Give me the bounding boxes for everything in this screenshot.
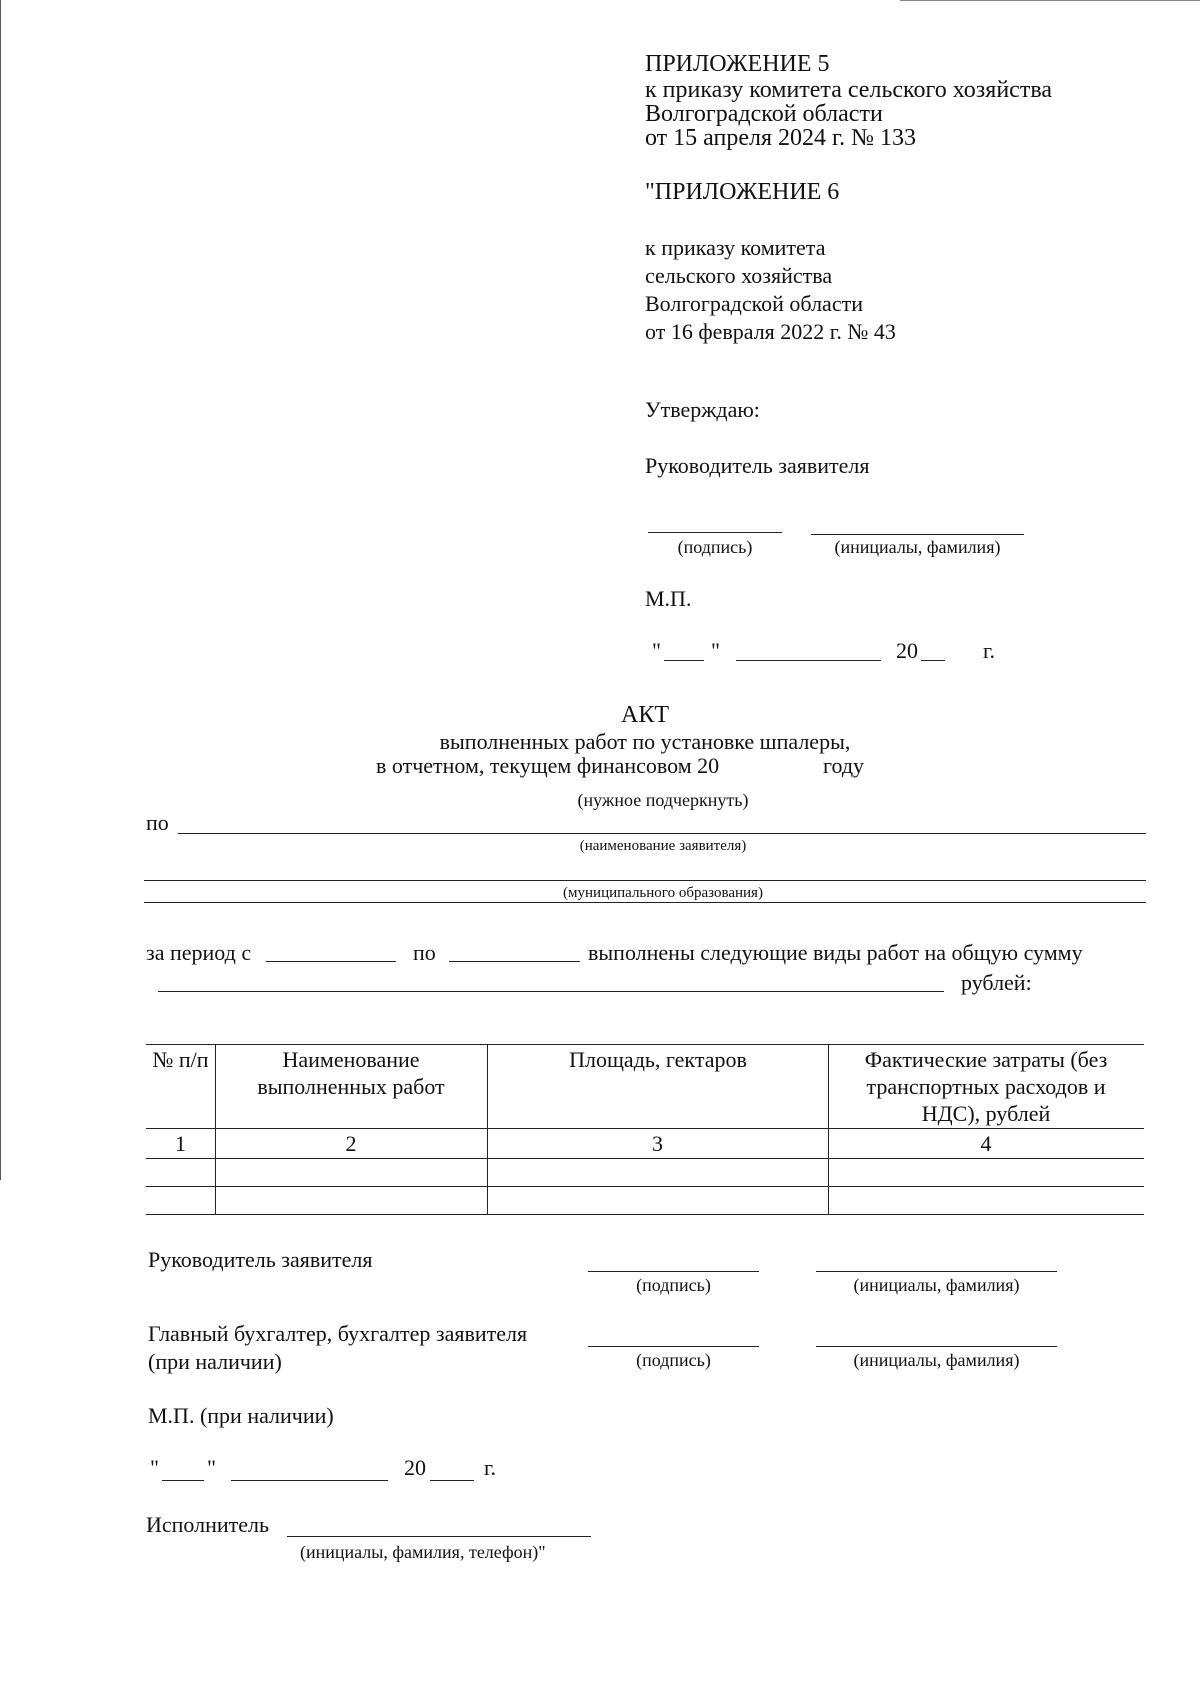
- appendix-order-line: к приказу комитета сельского хозяйства: [645, 77, 1052, 103]
- sign-accountant-label: Главный бухгалтер, бухгалтер заявителя: [148, 1321, 528, 1346]
- period-currency: рублей:: [961, 970, 1032, 995]
- period-sum-line: [158, 991, 944, 992]
- sign-head-signature-line: [588, 1271, 759, 1272]
- sign-day-line: [162, 1480, 204, 1481]
- appendix-region-line: Волгоградской области: [645, 101, 883, 127]
- municipality-caption: (муниципального образования): [563, 885, 763, 901]
- sign-accountant-note: (при наличии): [148, 1349, 282, 1374]
- sign-year-suffix: г.: [484, 1455, 497, 1480]
- approval-head-label: Руководитель заявителя: [645, 453, 870, 478]
- table-border-header-bottom: [146, 1128, 1144, 1129]
- applicant-name-line: [178, 833, 1146, 834]
- quoted-date-line: от 16 февраля 2022 г. № 43: [645, 319, 896, 344]
- executor-caption: (инициалы, фамилия, телефон)": [300, 1542, 546, 1562]
- sign-date-quote-open: ": [150, 1455, 159, 1480]
- sign-head-initials-line: [816, 1271, 1057, 1272]
- period-to-label: по: [413, 940, 436, 965]
- approval-stamp-label: М.П.: [645, 586, 692, 611]
- sign-head-signature-caption: (подпись): [636, 1275, 711, 1295]
- scan-edge-left: [0, 0, 1, 1180]
- approval-day-line: [664, 660, 704, 661]
- applicant-name-caption: (наименование заявителя): [579, 838, 747, 854]
- approval-date-quote-open: ": [652, 638, 661, 663]
- approval-initials-line: [811, 534, 1024, 535]
- approval-year-suffix: г.: [983, 638, 996, 663]
- act-subtitle-year-word: году: [823, 753, 865, 778]
- approval-month-line: [736, 660, 881, 661]
- sign-accountant-initials-line: [816, 1346, 1057, 1347]
- table-col-divider-2: [487, 1044, 488, 1214]
- scan-edge-top: [900, 0, 1200, 1]
- table-number-4: 4: [980, 1131, 992, 1156]
- table-border-row1: [146, 1158, 1144, 1159]
- executor-line: [287, 1536, 591, 1537]
- table-border-row2: [146, 1186, 1144, 1187]
- act-subtitle-line1: выполненных работ по установке шпалеры,: [439, 729, 851, 754]
- table-header-number: № п/п: [152, 1047, 209, 1072]
- approval-date-quote-close: ": [711, 638, 720, 663]
- approval-signature-line: [648, 532, 782, 533]
- quoted-region-line: Волгоградской области: [645, 291, 863, 316]
- act-note: (нужное подчеркнуть): [577, 790, 749, 810]
- approve-label: Утверждаю:: [645, 397, 760, 422]
- sign-year-prefix: 20: [404, 1455, 426, 1480]
- act-subtitle-line2: в отчетном, текущем финансовом 20: [376, 753, 720, 778]
- period-from-line: [266, 961, 396, 962]
- sign-date-quote-close: ": [207, 1455, 216, 1480]
- table-border-top: [146, 1044, 1144, 1045]
- period-from-label: за период с: [146, 940, 252, 965]
- sign-accountant-signature-line: [588, 1346, 759, 1347]
- sign-stamp-label: М.П. (при наличии): [148, 1403, 334, 1428]
- sign-year-line: [430, 1480, 474, 1481]
- approval-initials-caption: (инициалы, фамилия): [834, 537, 1001, 557]
- quoted-agriculture-line: сельского хозяйства: [645, 263, 833, 288]
- quoted-order-line: к приказу комитета: [645, 235, 826, 260]
- approval-signature-caption: (подпись): [677, 537, 753, 557]
- sign-month-line: [231, 1480, 388, 1481]
- approval-year-line: [921, 660, 945, 661]
- table-col-divider-3: [828, 1044, 829, 1214]
- period-text: выполнены следующие виды работ на общую сумму: [588, 940, 1083, 965]
- quoted-appendix-title: "ПРИЛОЖЕНИЕ 6: [645, 179, 840, 205]
- sign-head-label: Руководитель заявителя: [148, 1247, 373, 1272]
- sign-head-initials-caption: (инициалы, фамилия): [853, 1275, 1020, 1295]
- approval-year-prefix: 20: [896, 638, 918, 663]
- table-border-bottom: [146, 1214, 1144, 1215]
- table-col-divider-1: [215, 1044, 216, 1214]
- sign-accountant-signature-caption: (подпись): [636, 1350, 711, 1370]
- period-to-line: [449, 961, 580, 962]
- table-number-2: 2: [345, 1131, 357, 1156]
- table-header-costs: Фактические затраты (без транспортных расходов и НДС), рублей: [864, 1047, 1108, 1126]
- executor-label: Исполнитель: [146, 1512, 270, 1537]
- appendix-date-line: от 15 апреля 2024 г. № 133: [645, 125, 917, 151]
- act-title: АКТ: [621, 702, 669, 728]
- applicant-extra-line: [144, 880, 1146, 881]
- table-number-1: 1: [175, 1131, 186, 1156]
- sign-accountant-initials-caption: (инициалы, фамилия): [853, 1350, 1020, 1370]
- table-header-work-name: Наименование выполненных работ: [257, 1047, 445, 1099]
- applicant-prefix: по: [146, 810, 169, 835]
- table-number-3: 3: [652, 1131, 663, 1156]
- municipality-line: [144, 902, 1146, 903]
- table-header-area: Площадь, гектаров: [569, 1047, 747, 1072]
- appendix-title: ПРИЛОЖЕНИЕ 5: [645, 51, 830, 77]
